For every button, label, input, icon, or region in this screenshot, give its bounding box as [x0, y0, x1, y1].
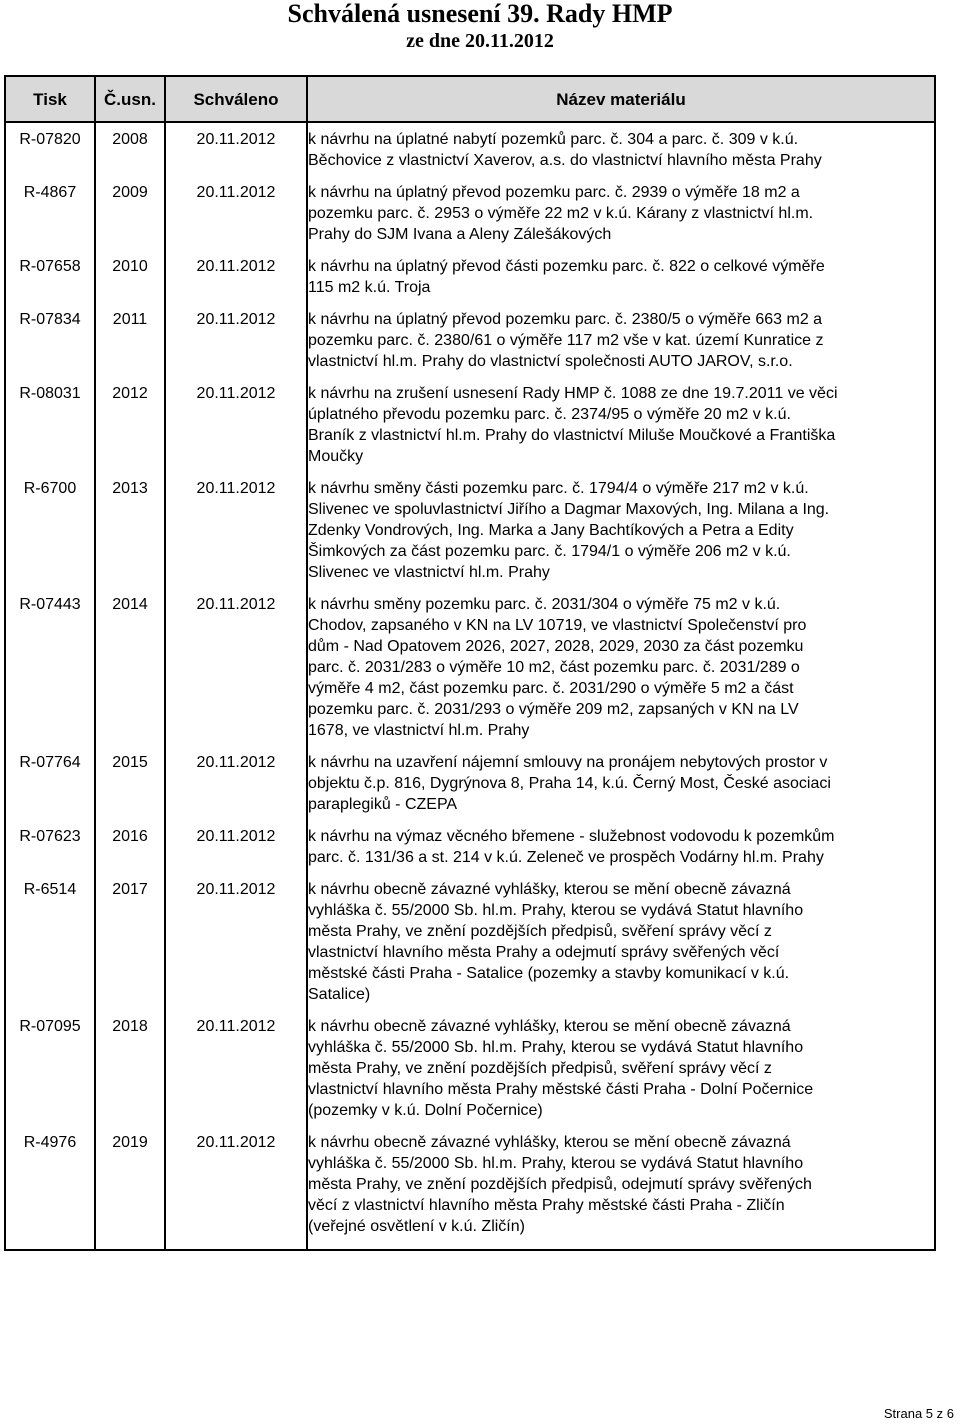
cell-schvaleno: 20.11.2012	[165, 752, 307, 815]
cell-cusn: 2011	[95, 309, 165, 372]
spacer-cell	[165, 815, 307, 826]
spacer-cell	[5, 1005, 95, 1016]
nazev-line: k návrhu obecně závazné vyhlášky, kterou se mění obecně závazná	[308, 1018, 791, 1035]
column-header-nazev: Název materiálu	[307, 76, 935, 122]
cell-tisk: R-4976	[23, 1134, 77, 1151]
nazev-line: parc. č. 131/36 a st. 214 v k.ú. Zeleneč ve prospěch Vodárny hl.m. Prahy	[308, 849, 824, 866]
spacer-cell	[307, 868, 935, 879]
table-row	[5, 826, 935, 868]
spacer-cell	[307, 741, 935, 752]
cell-schvaleno: 20.11.2012	[165, 1016, 307, 1121]
nazev-line: objektu č.p. 816, Dygrýnova 8, Praha 14, k.ú. Černý Most, České asociaci	[308, 775, 831, 792]
spacer-cell	[5, 1121, 95, 1132]
cell-cusn: 2014	[95, 594, 165, 741]
cell-schvaleno: 20.11.2012	[165, 594, 307, 741]
spacer-cell	[307, 171, 935, 182]
nazev-line: pozemku parc. č. 2953 o výměře 22 m2 v k.ú. Kárany z vlastnictví hl.m.	[308, 205, 814, 222]
cell-tisk: R-07658	[19, 258, 81, 275]
cell-nazev	[307, 826, 935, 868]
spacer-cell	[165, 741, 307, 752]
nazev-line: vyhláška č. 55/2000 Sb. hl.m. Prahy, kterou se vydává Statut hlavního	[308, 1039, 804, 1056]
document-date: ze dne 20.11.2012	[406, 30, 554, 52]
nazev-line: Slivenec ve spoluvlastnictví Jiřího a Dagmar Maxových, Ing. Milana a Ing.	[308, 501, 830, 518]
row-spacer	[5, 583, 935, 594]
resolutions-table	[4, 75, 936, 1251]
nazev-line: k návrhu směny pozemku parc. č. 2031/304 o výměře 75 m2 v k.ú.	[308, 596, 781, 613]
table-header-row	[5, 76, 935, 122]
row-spacer	[5, 171, 935, 182]
nazev-line: vlastnictví hl.m. Prahy do vlastnictví společnosti AUTO JAROV, s.r.o.	[308, 353, 793, 370]
row-spacer	[5, 245, 935, 256]
nazev-line: k návrhu na výmaz věcného břemene - služebnost vodovodu k pozemkům	[308, 828, 835, 845]
cell-schvaleno: 20.11.2012	[165, 826, 307, 868]
cell-cusn: 2010	[95, 256, 165, 298]
cell-cusn: 2015	[95, 752, 165, 815]
table-row	[5, 309, 935, 372]
spacer-cell	[307, 245, 935, 256]
row-spacer	[5, 1121, 935, 1132]
nazev-line: Satalice)	[308, 986, 371, 1003]
cell-cusn: 2013	[95, 478, 165, 583]
nazev-line: výměře 4 m2, část pozemku parc. č. 2031/290 o výměře 5 m2 a část	[308, 680, 794, 697]
cell-nazev	[307, 1016, 935, 1121]
cell-tisk: R-07095	[19, 1018, 81, 1035]
cell-schvaleno: 20.11.2012	[165, 182, 307, 245]
nazev-line: Šimkových za část pozemku parc. č. 1794/1 o výměře 206 m2 v k.ú.	[308, 543, 791, 560]
cell-nazev	[307, 879, 935, 1005]
nazev-line: 115 m2 k.ú. Troja	[308, 279, 431, 296]
document-title: Schválená usnesení 39. Rady HMP	[287, 0, 673, 28]
cell-cusn: 2017	[95, 879, 165, 1005]
row-spacer	[5, 1005, 935, 1016]
spacer-cell	[5, 741, 95, 752]
spacer-cell	[307, 1005, 935, 1016]
cell-cusn: 2012	[95, 383, 165, 467]
spacer-cell	[307, 467, 935, 478]
spacer-cell	[5, 298, 95, 309]
nazev-line: Běchovice z vlastnictví Xaverov, a.s. do vlastnictví hlavního města Prahy	[308, 152, 822, 169]
row-spacer	[5, 868, 935, 879]
spacer-cell	[165, 583, 307, 594]
cell-tisk: R-07443	[19, 596, 81, 613]
nazev-line: Zdenky Vondrových, Ing. Marka a Jany Bachtíkových a Petra a Edity	[308, 522, 794, 539]
nazev-line: vyhláška č. 55/2000 Sb. hl.m. Prahy, kterou se vydává Statut hlavního	[308, 902, 804, 919]
spacer-cell	[307, 1121, 935, 1132]
spacer-cell	[165, 372, 307, 383]
cell-nazev	[307, 309, 935, 372]
cell-tisk: R-07764	[19, 754, 81, 771]
table-row	[5, 594, 935, 741]
nazev-line: města Prahy, ve znění pozdějších předpisů, odejmutí správy svěřených	[308, 1176, 812, 1193]
row-spacer	[5, 372, 935, 383]
nazev-line: k návrhu na úplatný převod části pozemku parc. č. 822 o celkové výměře	[308, 258, 825, 275]
nazev-line: k návrhu směny části pozemku parc. č. 1794/4 o výměře 217 m2 v k.ú.	[308, 480, 809, 497]
spacer-cell	[165, 467, 307, 478]
row-spacer	[5, 467, 935, 478]
page-number: Strana 5 z 6	[883, 1406, 954, 1421]
nazev-line: (pozemky v k.ú. Dolní Počernice)	[308, 1102, 543, 1119]
nazev-line: k návrhu obecně závazné vyhlášky, kterou se mění obecně závazná	[308, 881, 791, 898]
table-row	[5, 1132, 935, 1250]
cell-nazev	[307, 256, 935, 298]
cell-tisk: R-4867	[23, 184, 77, 201]
spacer-cell	[5, 815, 95, 826]
spacer-cell	[307, 815, 935, 826]
spacer-cell	[307, 583, 935, 594]
cell-nazev	[307, 478, 935, 583]
nazev-line: městské části Praha - Satalice (pozemky a stavby komunikací v k.ú.	[308, 965, 790, 982]
cell-tisk: R-6514	[23, 881, 77, 898]
nazev-line: k návrhu obecně závazné vyhlášky, kterou se mění obecně závazná	[308, 1134, 791, 1151]
nazev-line: Moučky	[308, 448, 364, 465]
cell-tisk: R-07623	[19, 828, 81, 845]
cell-tisk: R-08031	[19, 385, 81, 402]
cell-schvaleno: 20.11.2012	[165, 309, 307, 372]
spacer-cell	[165, 868, 307, 879]
spacer-cell	[5, 868, 95, 879]
spacer-cell	[5, 372, 95, 383]
row-spacer	[5, 298, 935, 309]
row-spacer	[5, 741, 935, 752]
cell-schvaleno: 20.11.2012	[165, 478, 307, 583]
nazev-line: Braník z vlastnictví hl.m. Prahy do vlastnictví Miluše Moučkové a Františka	[308, 427, 836, 444]
spacer-cell	[95, 815, 165, 826]
nazev-line: pozemku parc. č. 2031/293 o výměře 209 m2, zapsaných v KN na LV	[308, 701, 799, 718]
table-row	[5, 256, 935, 298]
spacer-cell	[95, 372, 165, 383]
table-row	[5, 478, 935, 583]
spacer-cell	[5, 171, 95, 182]
cell-cusn: 2019	[95, 1132, 165, 1250]
table-row	[5, 879, 935, 1005]
spacer-cell	[5, 245, 95, 256]
cell-tisk: R-07834	[19, 311, 81, 328]
nazev-line: k návrhu na uzavření nájemní smlouvy na pronájem nebytových prostor v	[308, 754, 828, 771]
nazev-line: Prahy do SJM Ivana a Aleny Zálešákových	[308, 226, 612, 243]
spacer-cell	[95, 583, 165, 594]
table-row	[5, 1016, 935, 1121]
cell-cusn: 2008	[95, 122, 165, 171]
spacer-cell	[165, 298, 307, 309]
cell-tisk: R-6700	[23, 480, 77, 497]
nazev-line: úplatného převodu pozemku parc. č. 2374/95 o výměře 20 m2 v k.ú.	[308, 406, 791, 423]
nazev-line: vyhláška č. 55/2000 Sb. hl.m. Prahy, kterou se vydává Statut hlavního	[308, 1155, 804, 1172]
table-row	[5, 752, 935, 815]
nazev-line: města Prahy, ve znění pozdějších předpisů, svěření správy věcí z	[308, 1060, 772, 1077]
spacer-cell	[95, 171, 165, 182]
cell-cusn: 2018	[95, 1016, 165, 1121]
table-body	[5, 122, 935, 1250]
nazev-line: parc. č. 2031/283 o výměře 10 m2, část pozemku parc. č. 2031/289 o	[308, 659, 800, 676]
column-header-cusn: Č.usn.	[95, 76, 165, 122]
spacer-cell	[165, 245, 307, 256]
row-spacer	[5, 815, 935, 826]
column-header-tisk: Tisk	[5, 76, 95, 122]
cell-nazev	[307, 752, 935, 815]
nazev-line: Chodov, zapsaného v KN na LV 10719, ve vlastnictví Společenství pro	[308, 617, 807, 634]
cell-schvaleno: 20.11.2012	[165, 256, 307, 298]
cell-tisk: R-07820	[19, 131, 81, 148]
spacer-cell	[95, 245, 165, 256]
spacer-cell	[165, 1005, 307, 1016]
cell-cusn: 2016	[95, 826, 165, 868]
cell-nazev	[307, 182, 935, 245]
spacer-cell	[95, 1121, 165, 1132]
nazev-line: Slivenec ve vlastnictví hl.m. Prahy	[308, 564, 550, 581]
cell-nazev	[307, 122, 935, 171]
cell-nazev	[307, 594, 935, 741]
cell-schvaleno: 20.11.2012	[165, 383, 307, 467]
nazev-line: k návrhu na úplatné nabytí pozemků parc. č. 304 a parc. č. 309 v k.ú.	[308, 131, 799, 148]
cell-nazev	[307, 1132, 935, 1250]
nazev-line: k návrhu na úplatný převod pozemku parc. č. 2939 o výměře 18 m2 a	[308, 184, 800, 201]
table-row	[5, 122, 935, 171]
spacer-cell	[307, 372, 935, 383]
nazev-line: vlastnictví hlavního města Prahy městské části Praha - Dolní Počernice	[308, 1081, 814, 1098]
spacer-cell	[5, 467, 95, 478]
nazev-line: pozemku parc. č. 2380/61 o výměře 117 m2 vše v kat. území Kunratice z	[308, 332, 824, 349]
spacer-cell	[307, 298, 935, 309]
nazev-line: paraplegiků - CZEPA	[308, 796, 458, 813]
spacer-cell	[95, 467, 165, 478]
cell-schvaleno: 20.11.2012	[165, 1132, 307, 1250]
nazev-line: vlastnictví hlavního města Prahy a odejmutí správy svěřených věcí	[308, 944, 780, 961]
nazev-line: dům - Nad Opatovem 2026, 2027, 2028, 2029, 2030 za část pozemku	[308, 638, 804, 655]
nazev-line: 1678, ve vlastnictví hl.m. Prahy	[308, 722, 530, 739]
spacer-cell	[95, 868, 165, 879]
nazev-line: věcí z vlastnictví hlavního města Prahy městské části Praha - Zličín	[308, 1197, 785, 1214]
spacer-cell	[95, 1005, 165, 1016]
nazev-line: (veřejné osvětlení v k.ú. Zličín)	[308, 1218, 525, 1235]
spacer-cell	[165, 171, 307, 182]
spacer-cell	[165, 1121, 307, 1132]
spacer-cell	[95, 298, 165, 309]
spacer-cell	[95, 741, 165, 752]
cell-schvaleno: 20.11.2012	[165, 122, 307, 171]
cell-cusn: 2009	[95, 182, 165, 245]
column-header-schvaleno: Schváleno	[165, 76, 307, 122]
cell-schvaleno: 20.11.2012	[165, 879, 307, 1005]
nazev-line: k návrhu na zrušení usnesení Rady HMP č. 1088 ze dne 19.7.2011 ve věci	[308, 385, 838, 402]
cell-nazev	[307, 383, 935, 467]
nazev-line: města Prahy, ve znění pozdějších předpisů, svěření správy věcí z	[308, 923, 772, 940]
table-row	[5, 383, 935, 467]
nazev-line: k návrhu na úplatný převod pozemku parc. č. 2380/5 o výměře 663 m2 a	[308, 311, 823, 328]
table-row	[5, 182, 935, 245]
spacer-cell	[5, 583, 95, 594]
